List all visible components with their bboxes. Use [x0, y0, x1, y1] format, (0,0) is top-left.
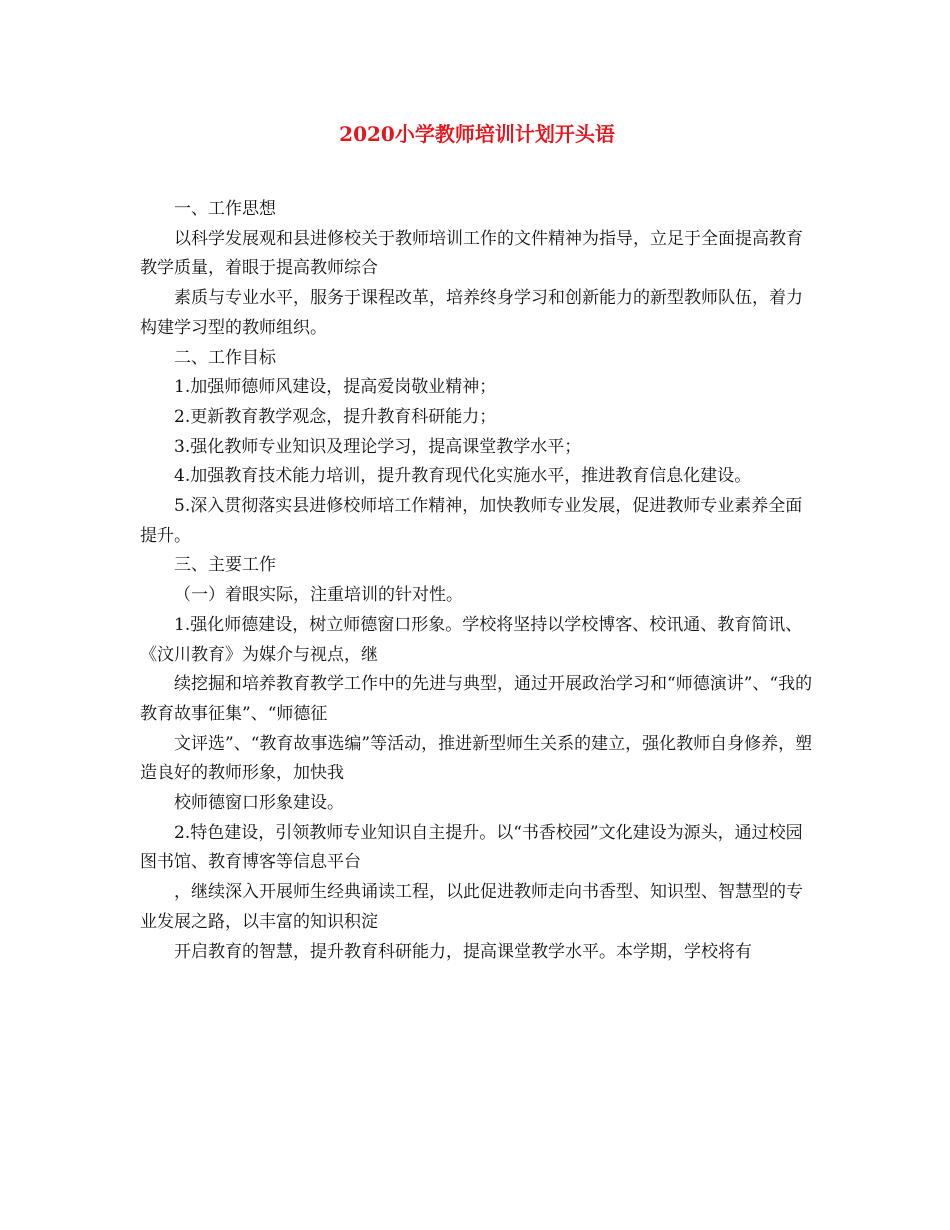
paragraph: 文评选”、“教育故事选编”等活动，推进新型师生关系的建立，强化教师自身修养，塑造良好的教师形象，加快我: [140, 733, 813, 784]
goal-item: 3.强化教师专业知识及理论学习，提高课堂教学水平；: [174, 436, 582, 457]
goal-item: 2.更新教育教学观念，提升教育科研能力；: [174, 406, 497, 427]
section-heading-1: 一、工作思想: [174, 199, 276, 219]
goal-item: 1.加强师德师风建设，提高爱岗敬业精神；: [174, 377, 497, 398]
section-heading-2: 二、工作目标: [174, 347, 276, 368]
document-body: [140, 195, 814, 967]
section-heading-3: 三、主要工作: [174, 555, 276, 576]
paragraph: 2.特色建设，引领教师专业知识自主提升。以“书香校园”文化建设为源头，通过校园图书馆、教育博客等信息平台: [140, 822, 803, 873]
paragraph: 素质与专业水平，服务于课程改革，培养终身学习和创新能力的新型教师队伍，着力构建学习型的教师组织。: [140, 288, 803, 338]
subsection-heading: （一）着眼实际，注重培训的针对性。: [174, 585, 463, 606]
paragraph: 续挖掘和培养教育教学工作中的先进与典型，通过开展政治学习和“师德演讲”、“我的教育故事征集”、“师德征: [140, 674, 813, 724]
document-title: 2020小学教师培训计划开头语: [339, 122, 615, 146]
goal-item: 4.加强教育技术能力培训，提升教育现代化实施水平，推进教育信息化建设。: [174, 466, 752, 487]
paragraph: 1.强化师德建设，树立师德窗口形象。学校将坚持以学校博客、校讯通、教育简讯、《汶川教育》为媒介与视点，继: [140, 614, 803, 665]
paragraph: 开启教育的智慧，提升教育科研能力，提高课堂教学水平。本学期，学校将有: [174, 941, 752, 962]
goal-item: 5.深入贯彻落实县进修校师培工作精神，加快教师专业发展，促进教师专业素养全面提升。: [140, 496, 803, 546]
paragraph: 以科学发展观和县进修校关于教师培训工作的文件精神为指导，立足于全面提高教育教学质量，着眼于提高教师综合: [140, 228, 803, 279]
paragraph: 校师德窗口形象建设。: [174, 793, 344, 814]
paragraph: ，继续深入开展师生经典诵读工程，以此促进教师走向书香型、知识型、智慧型的专业发展之路，以丰富的知识积淀: [140, 882, 803, 932]
